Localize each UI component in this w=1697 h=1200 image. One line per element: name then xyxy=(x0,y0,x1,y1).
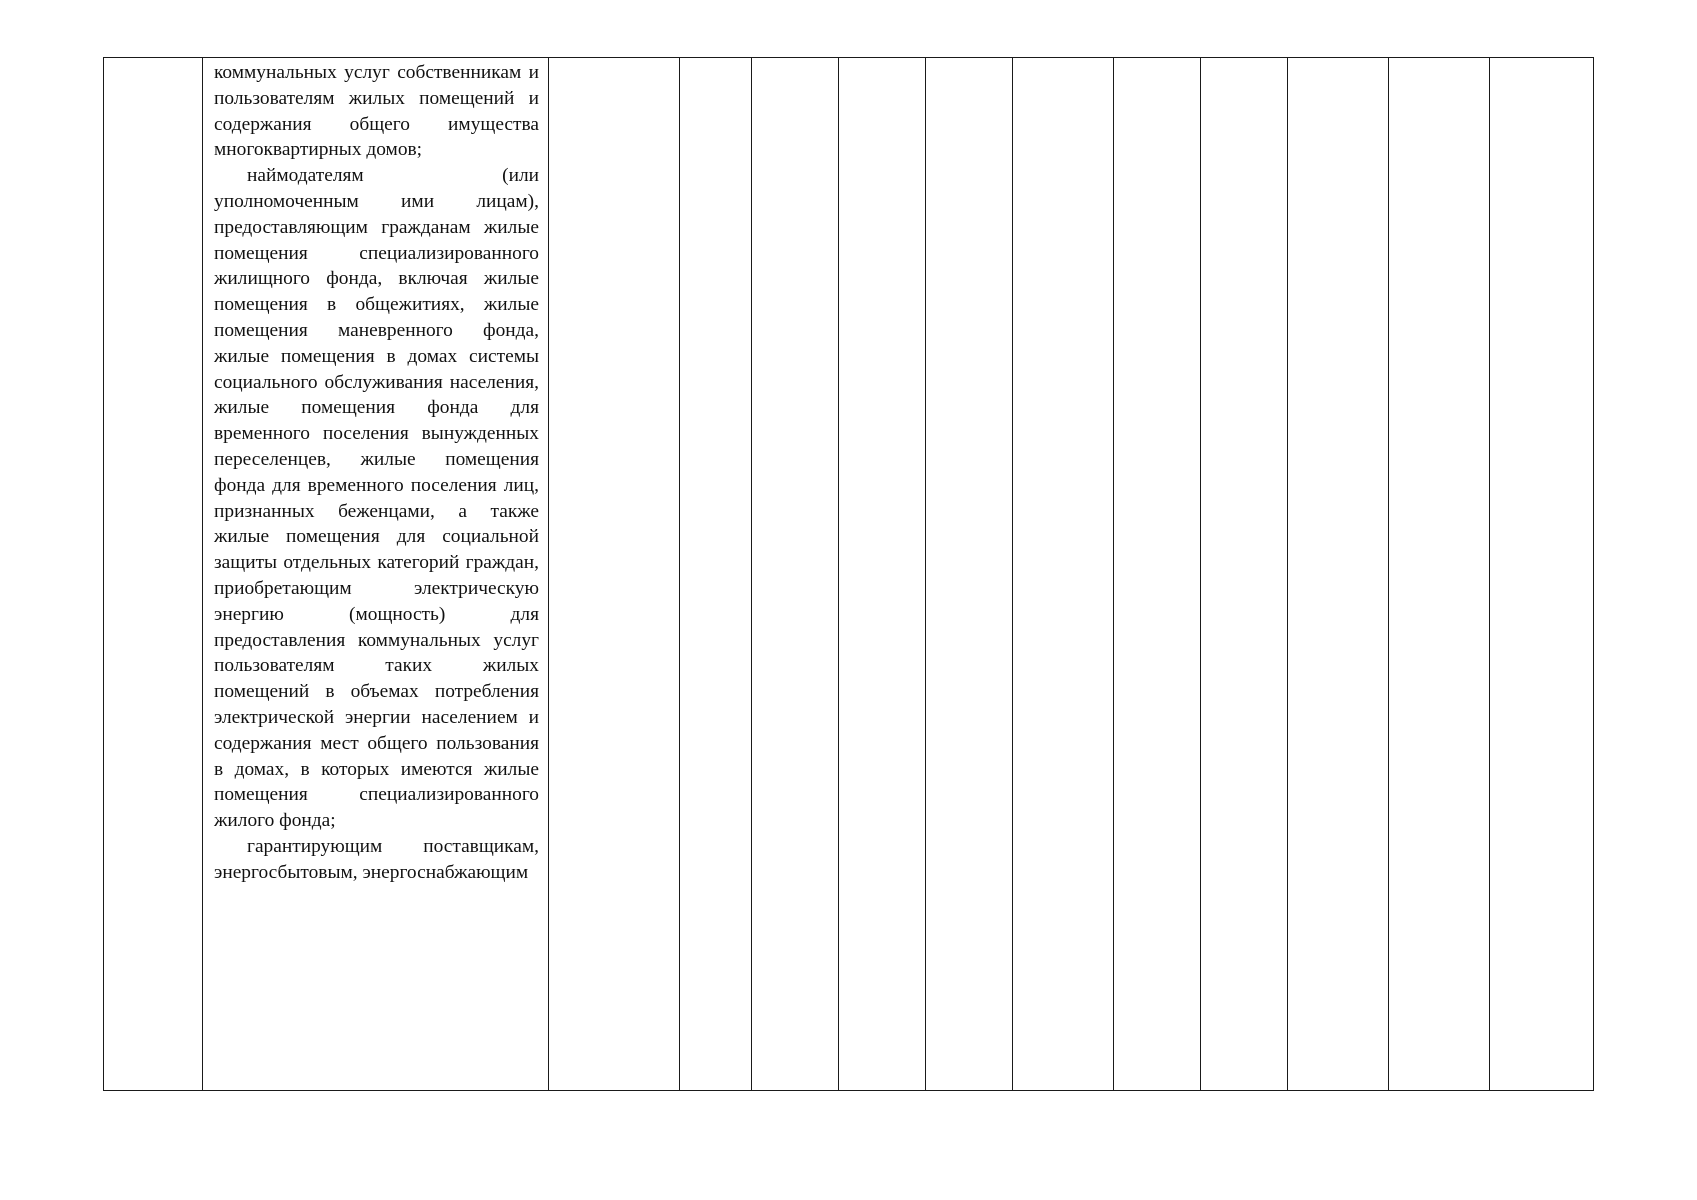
document-table xyxy=(103,57,1594,1091)
paragraph-landlords: наймодателям (или уполномоченным ими лицам), предоставляющим гражданам жилые помещения специализированного жилищного фонда, включая жилые помещения в общежитиях, жилые помещения маневренного фонда, жилые помещения в домах системы социального обслуживания населения, жилые помещения фонда для временного поселения вынужденных переселенцев, жилые помещения фонда для временного поселения лиц, признанных беженцами, а также жилые помещения для социальной защиты отдельных категорий граждан, приобретающим электрическую энергию (мощность) для предоставления коммунальных услуг пользователям таких жилых помещений в объемах потребления электрической энергии населением и содержания мест общего пользования в домах, в которых имеются жилые помещения специализированного жилого фонда; xyxy=(214,165,539,832)
table-cell-empty xyxy=(752,58,839,1091)
table-cell-empty xyxy=(1490,58,1594,1091)
table-cell-number xyxy=(104,58,203,1091)
table-cell-empty xyxy=(1114,58,1201,1091)
table-cell-empty xyxy=(549,58,680,1091)
table-cell-empty xyxy=(680,58,752,1091)
table-cell-empty xyxy=(839,58,926,1091)
table-cell-empty xyxy=(1201,58,1288,1091)
table-cell-empty xyxy=(1288,58,1389,1091)
table-cell-empty xyxy=(1389,58,1490,1091)
table-cell-empty xyxy=(926,58,1013,1091)
paragraph-suppliers: гарантирующим поставщикам, энергосбытовым, энергоснабжающим xyxy=(214,835,539,883)
table-cell-empty xyxy=(1013,58,1114,1091)
paragraph-utilities: коммунальных услуг собственникам и пользователям жилых помещений и содержания общего имущества многоквартирных домов; xyxy=(214,62,539,161)
table-row xyxy=(104,58,1594,1091)
table-cell-description xyxy=(203,58,549,1091)
